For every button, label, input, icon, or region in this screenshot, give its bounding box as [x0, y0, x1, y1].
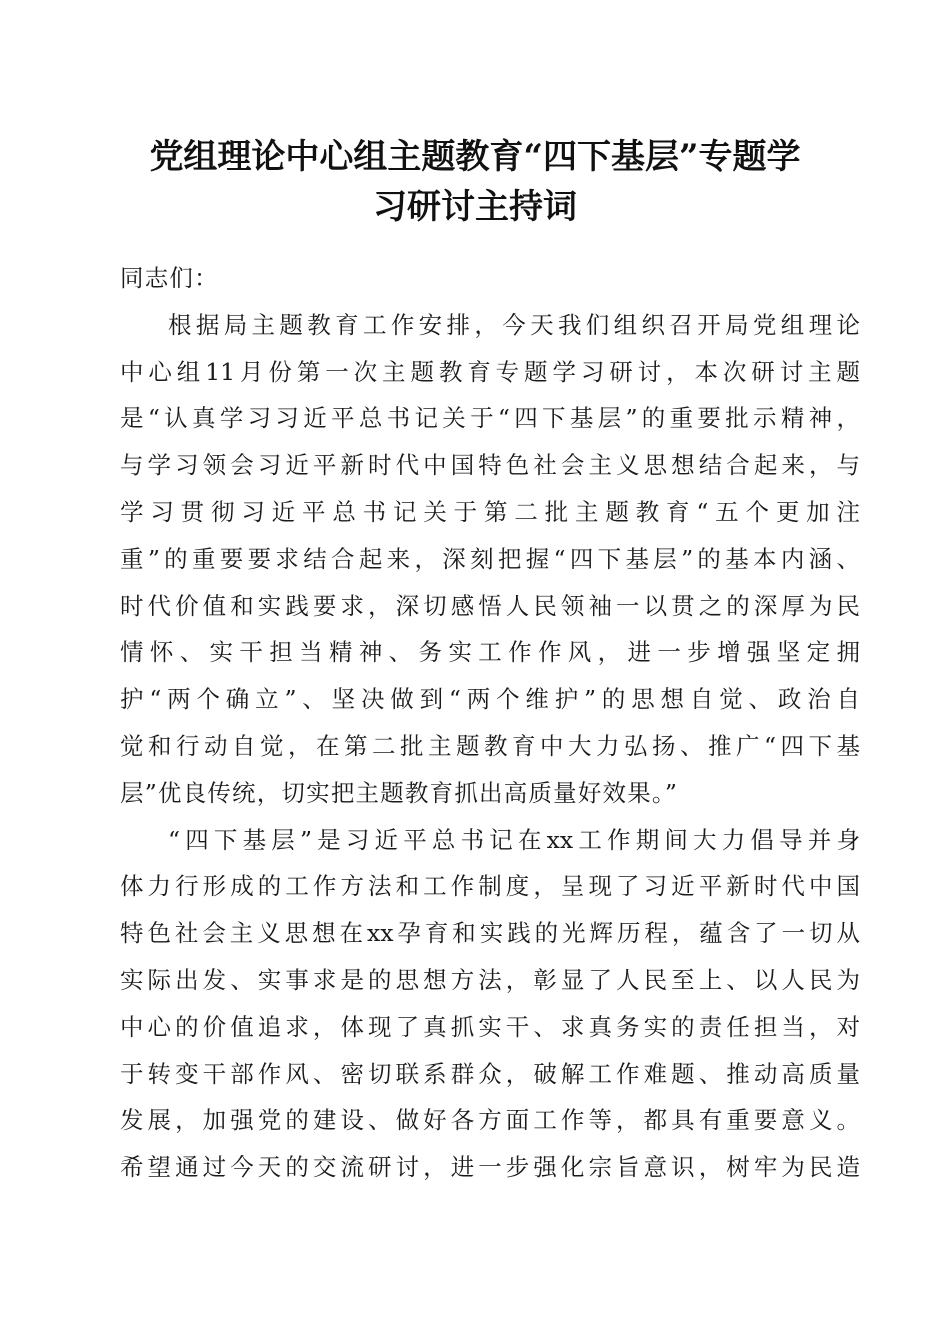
paragraph-2-line: 实际出发、实事求是的思想方法，彰显了人民至上、以人民为 — [120, 965, 860, 994]
paragraph-1-line: 时代价值和实践要求，深切感悟人民领袖一以贯之的深厚为民 — [120, 591, 860, 620]
paragraph-2-line: 发展，加强党的建设、做好各方面工作等，都具有重要意义。 — [120, 1106, 860, 1135]
document-title — [110, 132, 840, 232]
paragraph-1-line: 情怀、实干担当精神、务实工作作风，进一步增强坚定拥 — [120, 638, 860, 667]
paragraph-1-line: 中心组11月份第一次主题教育专题学习研讨，本次研讨主题 — [120, 357, 860, 386]
title-line-2: 习研讨主持词 — [373, 187, 577, 227]
paragraph-2-line: 于转变干部作风、密切联系群众，破解工作难题、推动高质量 — [120, 1059, 860, 1088]
paragraph-1-line: 学习贯彻习近平总书记关于第二批主题教育“五个更加注 — [120, 497, 860, 526]
paragraph-1-line: 与学习领会习近平新时代中国特色社会主义思想结合起来，与 — [120, 451, 860, 480]
paragraph-1-line: 是“认真学习习近平总书记关于“四下基层”的重要批示精神， — [120, 404, 860, 433]
paragraph-2-line: 体力行形成的工作方法和工作制度，呈现了习近平新时代中国 — [120, 872, 860, 901]
title-line-1: 党组理论中心组主题教育“四下基层”专题学 — [149, 137, 801, 177]
paragraph-1-line: 觉和行动自觉，在第二批主题教育中大力弘扬、推广“四下基 — [120, 731, 860, 760]
paragraph-2-line: 特色社会主义思想在xx孕育和实践的光辉历程，蕴含了一切从 — [120, 919, 860, 948]
paragraph-1-line: 根据局主题教育工作安排，今天我们组织召开局党组理论 — [168, 310, 860, 339]
document-body — [120, 255, 860, 1191]
paragraph-2-line: “四下基层”是习近平总书记在xx工作期间大力倡导并身 — [168, 825, 860, 854]
paragraph-1-line: 重”的重要要求结合起来，深刻把握“四下基层”的基本内涵、 — [120, 544, 860, 573]
paragraph-1-line: 护“两个确立”、坚决做到“两个维护”的思想自觉、政治自 — [120, 685, 860, 714]
paragraph-1-line: 层”优良传统，切实把主题教育抓出高质量好效果。” — [120, 778, 679, 807]
paragraph-2-line: 希望通过今天的交流研讨，进一步强化宗旨意识，树牢为民造 — [120, 1153, 860, 1182]
paragraph-2-line: 中心的价值追求，体现了真抓实干、求真务实的责任担当，对 — [120, 1012, 860, 1041]
salutation: 同志们： — [120, 264, 219, 292]
